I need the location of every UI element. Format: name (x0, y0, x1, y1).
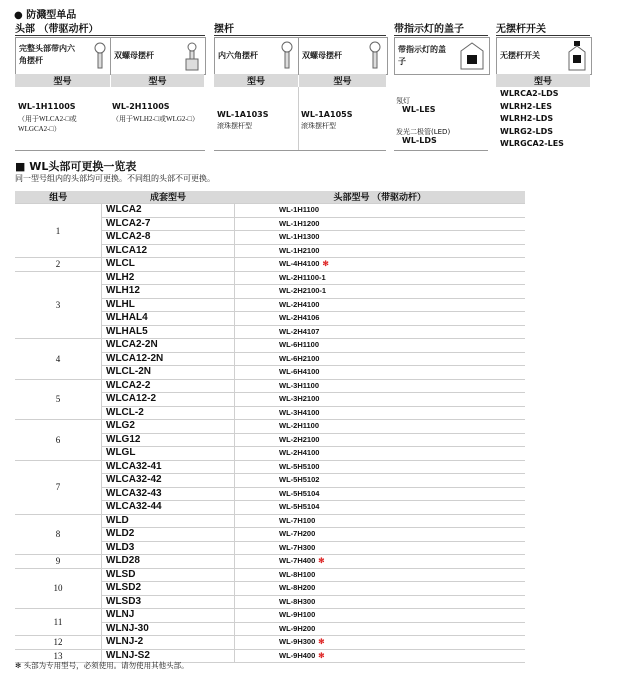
head-model: WL-7H300 (279, 542, 316, 552)
head-model-cell (235, 528, 526, 542)
head-model: WL-2H4100 (279, 299, 320, 309)
set-model: WLNJ-S2 (102, 649, 235, 663)
cover-desc: 带指示灯的盖子 (398, 45, 446, 66)
table-header-row (15, 191, 525, 204)
head-model-cell (235, 649, 526, 663)
head-model: WL-2H4106 (279, 313, 320, 323)
table-row (15, 568, 525, 582)
head-model: WL-2H1100-1 (279, 272, 326, 282)
head-col2-note: （用于WLH2-□或WLG2-□） (112, 115, 199, 123)
head-col2-model-header: 型号 (111, 74, 204, 87)
nolever-model-item: WLRGCA2-LES (500, 139, 564, 148)
lever-group-title: 摆杆 (214, 20, 386, 36)
switch-icon (567, 40, 587, 72)
special-mark-icon: ✻ (322, 259, 329, 269)
head-model-cell (235, 501, 526, 515)
nolever-model-item: WLRH2-LES (500, 101, 552, 111)
group-number: 9 (15, 555, 102, 569)
set-model: WLSD3 (102, 595, 235, 609)
head-col1-model-header: 型号 (15, 74, 110, 87)
indicator-cover-icon (459, 41, 485, 71)
head-model: WL-7H200 (279, 529, 316, 539)
head-model: WL-9H200 (279, 623, 316, 633)
head-model: WL-8H100 (279, 569, 316, 579)
head-model: WL-1H1200 (279, 218, 320, 228)
double-nut-roller-lever-icon (367, 40, 383, 72)
lever-col-divider (298, 87, 299, 150)
lever-col2-box (298, 37, 388, 75)
table-row (15, 258, 525, 272)
head-model: WL-5H5104 (279, 502, 320, 512)
head-model: WL-5H5100 (279, 461, 320, 471)
head-model: WL-6H4100 (279, 367, 320, 377)
set-model: WLHAL4 (102, 312, 235, 326)
head-model: WL-2H4100 (279, 448, 320, 458)
head-col2-box (110, 37, 206, 75)
lever-col1-desc: 内六角摆杆 (218, 51, 258, 60)
set-model: WLCA2-2N (102, 339, 235, 353)
nolever-model-list (500, 88, 564, 151)
table-body (15, 204, 525, 663)
group-number: 10 (15, 568, 102, 609)
set-model: WLNJ-30 (102, 622, 235, 636)
table-row (15, 609, 525, 623)
lever-col1-box (214, 37, 300, 75)
lever-divider (214, 150, 386, 151)
table-row (15, 379, 525, 393)
double-nut-lever-icon (183, 40, 201, 72)
set-model: WLCA12 (102, 244, 235, 258)
set-model: WLNJ (102, 609, 235, 623)
section-title (14, 6, 76, 21)
head-model-cell (235, 514, 526, 528)
head-model-cell (235, 420, 526, 434)
head-model-cell (235, 325, 526, 339)
head-model-cell (235, 393, 526, 407)
head-model: WL-2H2100 (279, 434, 320, 444)
table-row (15, 514, 525, 528)
special-mark-icon: ✻ (318, 556, 325, 566)
table-row (15, 339, 525, 353)
set-model: WLCA2-8 (102, 231, 235, 245)
cover-item2-model: WL-LDS (402, 136, 437, 145)
special-mark-icon: ✻ (318, 637, 325, 647)
footnote: ✻ 头部为专用型号，必须使用。请勿使用其他头部。 (15, 661, 189, 670)
head-model-cell (235, 555, 526, 569)
nolever-group-title: 无摆杆开关 (496, 20, 590, 36)
set-model: WLNJ-2 (102, 636, 235, 650)
nolever-model-item: WLRG2-LDS (500, 126, 554, 136)
head-model: WL-6H1100 (279, 340, 320, 350)
group-number: 12 (15, 636, 102, 650)
head-col1-note: （用于WLCA2-□或WLGCA2-□） (18, 115, 77, 133)
table-row (15, 420, 525, 434)
nolever-model-header: 型号 (496, 74, 590, 87)
set-model: WLHL (102, 298, 235, 312)
head-col1-desc: 完整头部带内六角摆杆 (19, 44, 75, 65)
head-model-cell (235, 312, 526, 326)
set-model: WLH12 (102, 285, 235, 299)
cover-group-title: 带指示灯的盖子 (394, 20, 488, 36)
lever-col1-model-header: 型号 (214, 74, 298, 87)
head-model: WL-5H5104 (279, 488, 320, 498)
lever-col2-model: WL-1A105S (301, 110, 353, 119)
cover-divider (394, 150, 488, 151)
set-model: WLSD (102, 568, 235, 582)
set-model: WLGL (102, 447, 235, 461)
set-model: WLCA32-41 (102, 460, 235, 474)
head-model-cell (235, 244, 526, 258)
nolever-model-item: WLRCA2-LDS (500, 89, 559, 98)
cover-box (394, 37, 490, 75)
head-model: WL-9H400 (279, 650, 316, 660)
group-number: 8 (15, 514, 102, 555)
lever-col2-desc: 双螺母摆杆 (302, 51, 342, 60)
head-model-cell (235, 406, 526, 420)
head-col2-model: WL-2H1100S (112, 102, 170, 111)
group-number: 3 (15, 271, 102, 339)
nolever-model-item: WLRH2-LDS (500, 114, 554, 123)
list-title: ■ WL头部可更换一览表 (15, 160, 137, 173)
head-model: WL-7H400 (279, 556, 316, 566)
set-model: WLCA12-2 (102, 393, 235, 407)
head-model-cell (235, 217, 526, 231)
head-model-cell (235, 595, 526, 609)
cover-item1-label: 氖灯 (396, 97, 410, 105)
set-model: WLCA12-2N (102, 352, 235, 366)
hex-lever-icon (92, 40, 108, 72)
head-model-cell (235, 433, 526, 447)
head-model: WL-1H2100 (279, 245, 320, 255)
set-model: WLSD2 (102, 582, 235, 596)
table-row (15, 636, 525, 650)
group-number: 11 (15, 609, 102, 636)
nolever-desc: 无摆杆开关 (500, 51, 540, 60)
set-model: WLCA32-43 (102, 487, 235, 501)
head-divider (15, 150, 205, 151)
col-header-head-model: 头部型号 （带驱动杆） (235, 191, 526, 204)
head-model-cell (235, 568, 526, 582)
head-model: WL-7H100 (279, 515, 316, 525)
set-model: WLD3 (102, 541, 235, 555)
set-model: WLCL-2N (102, 366, 235, 380)
head-model-cell (235, 339, 526, 353)
head-model: WL-1H1100 (279, 205, 320, 215)
replacement-table (15, 191, 525, 663)
col-header-set-model: 成套型号 (102, 191, 235, 204)
head-model: WL-8H200 (279, 583, 316, 593)
special-mark-icon: ✻ (318, 650, 325, 660)
cover-item2-label: 发光二极管(LED) (396, 128, 451, 136)
table-row (15, 460, 525, 474)
cover-item1-model: WL-LES (402, 105, 436, 114)
head-model-cell (235, 379, 526, 393)
head-model: WL-5H5102 (279, 475, 320, 485)
head-model: WL-9H300 (279, 637, 316, 647)
head-model-cell (235, 298, 526, 312)
head-model: WL-3H2100 (279, 394, 320, 404)
set-model: WLCL-2 (102, 406, 235, 420)
head-model-cell (235, 204, 526, 218)
lever-col2-note: 滚珠摆杆型 (301, 122, 336, 130)
head-model-cell (235, 352, 526, 366)
set-model: WLHAL5 (102, 325, 235, 339)
table-row (15, 204, 525, 218)
group-number: 4 (15, 339, 102, 380)
head-model-cell (235, 474, 526, 488)
head-model-cell (235, 541, 526, 555)
head-col1-model: WL-1H1100S (18, 102, 76, 111)
set-model: WLCA2 (102, 204, 235, 218)
set-model: WLD2 (102, 528, 235, 542)
set-model: WLG12 (102, 433, 235, 447)
set-model: WLCA2-2 (102, 379, 235, 393)
set-model: WLG2 (102, 420, 235, 434)
head-model-cell (235, 447, 526, 461)
head-model-cell (235, 366, 526, 380)
head-model-cell (235, 622, 526, 636)
nolever-box (496, 37, 592, 75)
section-title-text: 防濺型单品 (26, 10, 77, 21)
col-header-group: 组号 (15, 191, 102, 204)
head-model-cell (235, 258, 526, 272)
head-model: WL-8H300 (279, 596, 316, 606)
head-model: WL-9H100 (279, 610, 316, 620)
lever-col2-model-header: 型号 (299, 74, 386, 87)
head-model: WL-1H1300 (279, 232, 320, 242)
lever-col1-note: 滚珠摆杆型 (217, 122, 252, 130)
group-number: 2 (15, 258, 102, 272)
set-model: WLCA32-44 (102, 501, 235, 515)
head-col1-box (15, 37, 112, 75)
head-model: WL-4H4100 (279, 259, 320, 269)
group-number: 7 (15, 460, 102, 514)
head-col2-desc: 双螺母摆杆 (114, 51, 154, 60)
head-model-cell (235, 636, 526, 650)
set-model: WLCA2-7 (102, 217, 235, 231)
set-model: WLCA32-42 (102, 474, 235, 488)
head-model-cell (235, 460, 526, 474)
set-model: WLD (102, 514, 235, 528)
lever-col1-model: WL-1A103S (217, 110, 269, 119)
head-model: WL-3H1100 (279, 380, 320, 390)
group-number: 6 (15, 420, 102, 461)
set-model: WLCL (102, 258, 235, 272)
hex-roller-lever-icon (279, 40, 295, 72)
table-row (15, 271, 525, 285)
head-model-cell (235, 582, 526, 596)
head-model: WL-2H4107 (279, 326, 320, 336)
head-model-cell (235, 609, 526, 623)
head-group-title: 头部 （带驱动杆） (15, 20, 205, 36)
group-number: 5 (15, 379, 102, 420)
group-number: 1 (15, 204, 102, 258)
head-model-cell (235, 487, 526, 501)
table-row (15, 555, 525, 569)
head-model: WL-6H2100 (279, 353, 320, 363)
head-model-cell (235, 271, 526, 285)
head-model: WL-2H1100 (279, 421, 320, 431)
head-model: WL-3H4100 (279, 407, 320, 417)
head-model: WL-2H2100-1 (279, 286, 327, 296)
list-subtitle: 同一型号组内的头部均可更换。不同组的头部不可更换。 (15, 174, 215, 183)
group-number: 13 (15, 649, 102, 663)
set-model: WLD28 (102, 555, 235, 569)
head-model-cell (235, 231, 526, 245)
set-model: WLH2 (102, 271, 235, 285)
head-model-cell (235, 285, 526, 299)
bullet-icon: ● (14, 10, 23, 21)
